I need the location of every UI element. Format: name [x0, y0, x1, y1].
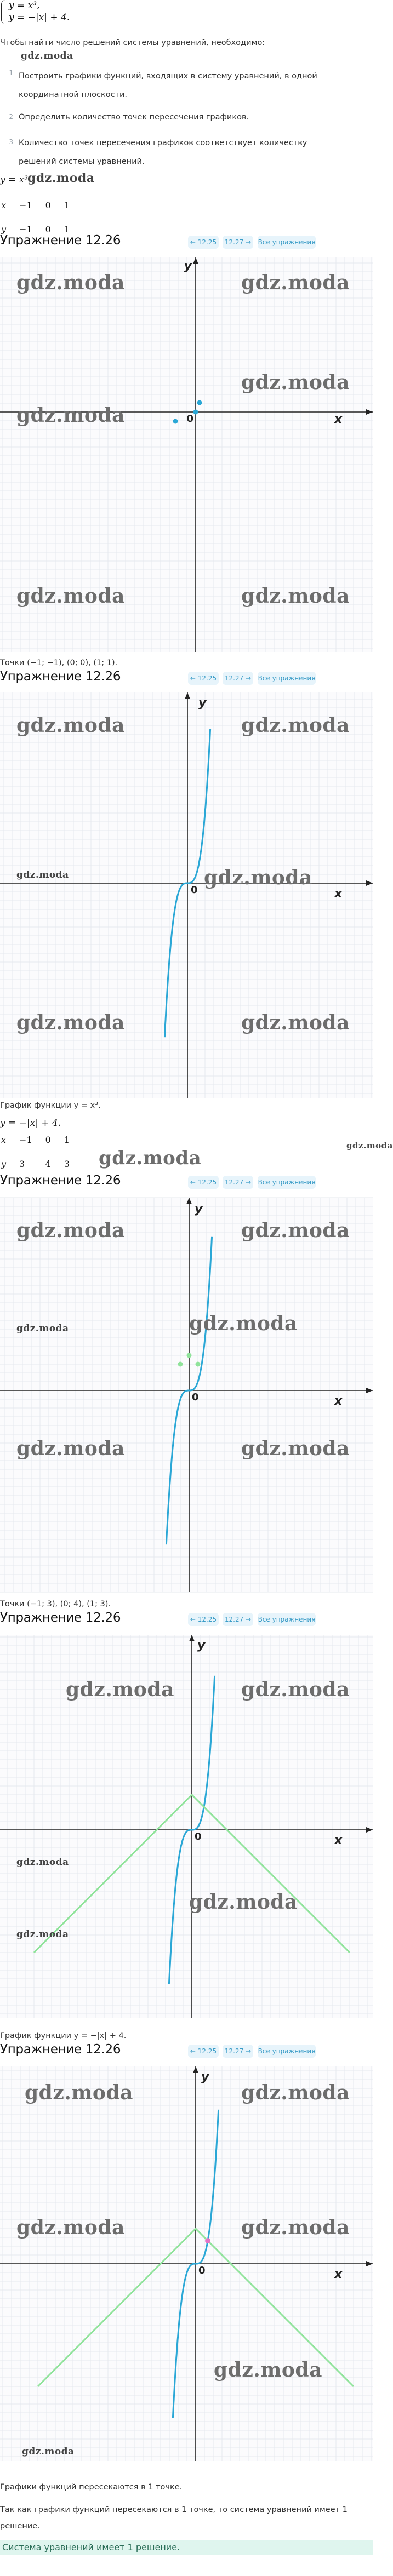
func-cubic: y = x³	[0, 174, 29, 185]
watermark: gdz.moda	[16, 1011, 125, 1034]
all-exercises-button[interactable]: Все упражнения	[258, 1176, 316, 1189]
table-cell: 3	[64, 1158, 70, 1169]
watermark: gdz.moda	[16, 1437, 125, 1460]
y-axis-label: y	[197, 1639, 206, 1652]
watermark: gdz.moda	[16, 714, 125, 737]
system-line-1: y = x³,	[9, 0, 40, 11]
func-abs: y = −|x| + 4.	[0, 1118, 61, 1129]
origin-label: 0	[192, 1392, 199, 1403]
next-button[interactable]: 12.27 →	[223, 236, 253, 249]
graph-panel	[0, 1635, 373, 2018]
prev-button[interactable]: ← 12.25	[188, 2045, 219, 2058]
table-header-x: x	[1, 1134, 7, 1145]
table-cell: 0	[45, 199, 51, 210]
watermark: gdz.moda	[16, 404, 125, 427]
exercise-title: Упражнение 12.26	[0, 2042, 121, 2057]
watermark: gdz.moda	[241, 2081, 350, 2104]
data-point	[178, 1362, 183, 1367]
table-cell: 1	[64, 224, 70, 234]
watermark: gdz.moda	[16, 1219, 125, 1242]
all-exercises-button[interactable]: Все упражнения	[258, 672, 316, 685]
x-axis-label: x	[334, 887, 343, 901]
watermark: gdz.moda	[241, 271, 350, 294]
answer-banner: Система уравнений имеет 1 решение.	[0, 2540, 373, 2555]
all-exercises-button[interactable]: Все упражнения	[258, 1613, 316, 1626]
watermark: gdz.moda	[27, 171, 95, 185]
origin-label: 0	[198, 2265, 206, 2276]
table-cell: 0	[45, 224, 51, 234]
y-axis-label: y	[201, 2070, 209, 2084]
table-header-y: y	[1, 224, 7, 234]
watermark: gdz.moda	[204, 866, 312, 889]
table-cell: 1	[64, 1134, 70, 1145]
next-button[interactable]: 12.27 →	[223, 672, 253, 685]
watermark: gdz.moda	[241, 371, 350, 394]
step-number: 2	[9, 113, 13, 121]
watermark: gdz.moda	[346, 1141, 393, 1150]
data-point	[197, 400, 202, 405]
table-cell: 3	[19, 1158, 25, 1169]
watermark: gdz.moda	[241, 1437, 350, 1460]
table-cell: −1	[19, 224, 32, 234]
watermark: gdz.moda	[16, 1323, 69, 1334]
table-header-x: x	[1, 199, 7, 210]
watermark: gdz.moda	[16, 1929, 69, 1940]
table-cell: 4	[45, 1158, 51, 1169]
prev-button[interactable]: ← 12.25	[188, 1613, 219, 1626]
watermark: gdz.moda	[189, 1312, 298, 1335]
graph-2	[0, 692, 373, 1098]
all-exercises-button[interactable]: Все упражнения	[258, 2045, 316, 2058]
data-point	[193, 410, 198, 415]
graph-caption-cubic: График функции y = x³.	[0, 1101, 101, 1110]
watermark: gdz.moda	[22, 2446, 75, 2457]
table-cell: −1	[19, 199, 32, 210]
all-exercises-button[interactable]: Все упражнения	[258, 236, 316, 249]
watermark: gdz.moda	[16, 1857, 69, 1868]
next-button[interactable]: 12.27 →	[223, 2045, 253, 2058]
prev-button[interactable]: ← 12.25	[188, 672, 219, 685]
watermark: gdz.moda	[16, 869, 69, 880]
table-cell: 0	[45, 1134, 51, 1145]
watermark: gdz.moda	[21, 50, 73, 61]
watermark: gdz.moda	[241, 2216, 350, 2239]
x-axis-label: x	[334, 413, 343, 426]
values-table-abs	[0, 1127, 76, 1176]
points-text-abs: Точки (−1; 3), (0; 4), (1; 3).	[0, 1600, 111, 1608]
watermark: gdz.moda	[16, 271, 125, 294]
origin-label: 0	[186, 413, 193, 425]
watermark: gdz.moda	[25, 2081, 133, 2104]
data-point	[196, 1362, 201, 1367]
system-line-2: y = −|x| + 4.	[9, 12, 70, 23]
intersection-point	[205, 2238, 210, 2243]
graph-1	[0, 257, 373, 652]
next-button[interactable]: 12.27 →	[223, 1613, 253, 1626]
x-axis-label: x	[334, 1394, 343, 1408]
graph-5	[0, 2066, 373, 2461]
intro-text: Чтобы найти число решений системы уравнений, необходимо:	[0, 38, 265, 47]
watermark: gdz.moda	[241, 1011, 350, 1034]
watermark: gdz.moda	[214, 2359, 322, 2382]
graph-panel	[0, 257, 373, 652]
table-cell: 1	[64, 199, 70, 210]
watermark: gdz.moda	[66, 1678, 174, 1701]
next-button[interactable]: 12.27 →	[223, 1176, 253, 1189]
system-brace	[1, 0, 7, 24]
watermark: gdz.moda	[241, 1219, 350, 1242]
graph-3	[0, 1198, 373, 1592]
table-header-y: y	[1, 1158, 7, 1169]
y-axis-label: y	[198, 696, 207, 710]
step-number: 1	[9, 69, 13, 77]
intersect-count-text: Графики функций пересекаются в 1 точке.	[0, 2483, 183, 2492]
graph-caption-abs: График функции y = −|x| + 4.	[0, 2031, 127, 2040]
prev-button[interactable]: ← 12.25	[188, 1176, 219, 1189]
x-axis-label: x	[334, 2268, 343, 2281]
origin-label: 0	[191, 884, 198, 896]
step-text: Определить количество точек пересечения графиков.	[19, 113, 249, 122]
origin-label: 0	[195, 1831, 202, 1842]
step-number: 3	[9, 138, 13, 146]
data-point	[187, 1353, 192, 1358]
exercise-title: Упражнение 12.26	[0, 1173, 121, 1188]
points-text-cubic: Точки (−1; −1), (0; 0), (1; 1).	[0, 659, 118, 667]
y-axis-label: y	[184, 259, 192, 273]
y-axis-label: y	[195, 1203, 203, 1216]
exercise-title: Упражнение 12.26	[0, 1611, 121, 1625]
data-point	[173, 419, 178, 424]
watermark: gdz.moda	[99, 1147, 202, 1169]
prev-button[interactable]: ← 12.25	[188, 236, 219, 249]
watermark: gdz.moda	[241, 585, 350, 608]
step-text: Построить графики функций, входящих в систему уравнений, в одной координатной плоскости.	[19, 72, 317, 99]
table-cell: −1	[19, 1134, 32, 1145]
watermark: gdz.moda	[241, 1678, 350, 1701]
graph-4	[0, 1635, 373, 2018]
exercise-title: Упражнение 12.26	[0, 233, 121, 248]
watermark: gdz.moda	[241, 714, 350, 737]
x-axis-label: x	[334, 1834, 343, 1847]
conclusion-text: Так как графики функций пересекаются в 1 точке, то система уравнений имеет 1 решение.	[0, 2505, 348, 2531]
step-text: Количество точек пересечения графиков соответствует количеству решений системы уравнений.	[19, 139, 307, 166]
graph-panel	[0, 692, 373, 1098]
graph-panel	[0, 2066, 373, 2461]
watermark: gdz.moda	[16, 2216, 125, 2239]
exercise-title: Упражнение 12.26	[0, 669, 121, 684]
graph-panel	[0, 1198, 373, 1592]
watermark: gdz.moda	[189, 1891, 298, 1914]
watermark: gdz.moda	[16, 585, 125, 608]
